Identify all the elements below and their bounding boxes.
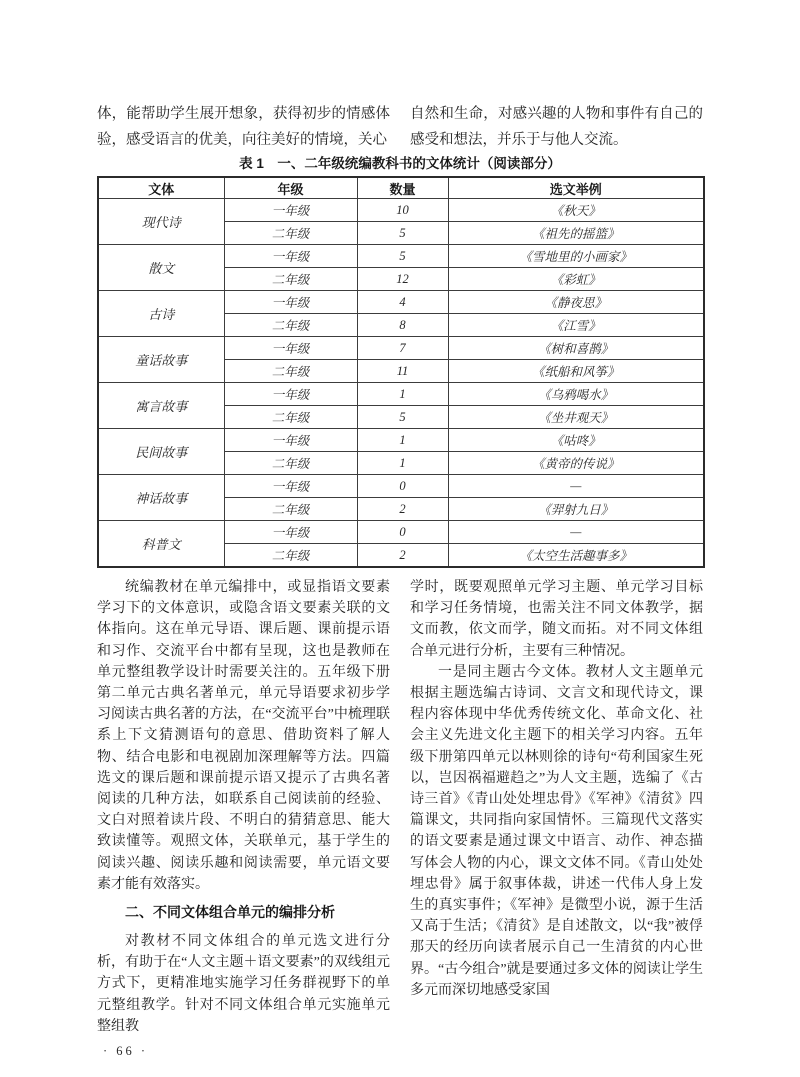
example-cell: 《乌鸦喝水》 <box>448 383 704 406</box>
genre-cell: 寓言故事 <box>98 383 224 429</box>
grade-cell: 一年级 <box>224 383 357 406</box>
grade-cell: 二年级 <box>224 406 357 429</box>
example-cell: 《纸船和风筝》 <box>448 360 704 383</box>
genre-statistics-table <box>97 176 705 568</box>
example-cell: 《祖先的摇篮》 <box>448 222 704 245</box>
column-header-count: 数量 <box>357 177 448 199</box>
count-cell: 4 <box>357 291 448 314</box>
count-cell: 10 <box>357 199 448 222</box>
right-paragraph-2: 一是同主题古今文体。教材人文主题单元根据主题选编古诗词、文言文和现代诗文，课程内容体现中华优秀传统文化、革命文化、社会主义先进文化主题下的相关学习内容。五年级下册第四单元以林则徐的诗句“苟利国家生死以，岂因祸福避趋之”为人文主题，选编了《古诗三首》《青山处处埋忠骨》《军神》《清贫》四篇课文，共同指向家国情怀。三篇现代文落实的语文要素是通过课文中语言、动作、神态描写体会人物的内心，课文文体不同。《青山处处埋忠骨》属于叙事体裁，讲述一代伟人身上发生的真实事件；《军神》是微型小说，源于生活又高于生活；《清贫》是自述散文，以“我”被俘那天的经历向读者展示自己一生清贫的内心世界。“古今组合”就是要通过多文体的阅读让学生多元而深切地感受家国 <box>410 664 703 998</box>
count-cell: 2 <box>357 498 448 521</box>
genre-cell: 神话故事 <box>98 475 224 521</box>
example-cell: 《树和喜鹊》 <box>448 337 704 360</box>
example-cell: 《江雪》 <box>448 314 704 337</box>
table-row <box>98 521 704 544</box>
example-cell: — <box>448 475 704 498</box>
example-cell: 《雪地里的小画家》 <box>448 245 704 268</box>
count-cell: 1 <box>357 383 448 406</box>
table-row <box>98 337 704 360</box>
count-cell: 1 <box>357 429 448 452</box>
table-header-row <box>98 177 704 199</box>
count-cell: 1 <box>357 452 448 475</box>
right-column <box>410 577 703 1059</box>
example-cell: 《羿射九日》 <box>448 498 704 521</box>
column-header-grade: 年级 <box>224 177 357 199</box>
left-paragraph-1: 统编教材在单元编排中，或显指语文要素学习下的文体意识，或隐含语文要素关联的文体指向。这在单元导语、课后题、课前提示语和习作、交流平台中都有呈现，这也是教师在单元整组教学设计时需要关注的。五年级下册第二单元古典名著单元，单元导语要求初步学习阅读古典名著的方法，在“交流平台”中梳理联系上下文猜测语句的意思、借助资料了解人物、结合电影和电视剧加深理解等方法。四篇选文的课后题和课前提示语又提示了古典名著阅读的几种方法，如联系自己阅读前的经验、文白对照着读片段、不明白的猜猜意思、能大致读懂等。观照文体，关联单元，基于学生的阅读兴趣、阅读乐趣和阅读需要，单元语文要素才能有效落实。 <box>97 580 390 892</box>
genre-cell: 散文 <box>98 245 224 291</box>
grade-cell: 一年级 <box>224 429 357 452</box>
page-content <box>97 101 703 1059</box>
example-cell: 《黄帝的传说》 <box>448 452 704 475</box>
table-caption: 表 1 一、二年级统编教科书的文体统计（阅读部分） <box>239 156 561 171</box>
genre-cell: 科普文 <box>98 521 224 568</box>
section-heading: 二、不同文体组合单元的编排分析 <box>125 904 335 921</box>
genre-cell: 古诗 <box>98 291 224 337</box>
grade-cell: 二年级 <box>224 314 357 337</box>
grade-cell: 一年级 <box>224 245 357 268</box>
grade-cell: 一年级 <box>224 199 357 222</box>
genre-cell: 现代诗 <box>98 199 224 245</box>
grade-cell: 一年级 <box>224 337 357 360</box>
count-cell: 5 <box>357 245 448 268</box>
grade-cell: 一年级 <box>224 521 357 544</box>
count-cell: 0 <box>357 521 448 544</box>
right-paragraph-1: 学时，既要观照单元学习主题、单元学习目标和学习任务情境，也需关注不同文体教学，据文而教，依文而学，随文而拓。对不同文体组合单元进行分析，主要有三种情况。 <box>410 580 703 659</box>
top-text-block <box>97 101 703 153</box>
table-row <box>98 291 704 314</box>
left-paragraph-2: 对教材不同文体组合的单元选文进行分析，有助于在“人文主题＋语文要素”的双线组元方式下，更精准地实施学习任务群视野下的单元整组教学。针对不同文体组合单元实施单元整组教 <box>97 934 390 1034</box>
count-cell: 8 <box>357 314 448 337</box>
count-cell: 7 <box>357 337 448 360</box>
grade-cell: 二年级 <box>224 498 357 521</box>
count-cell: 11 <box>357 360 448 383</box>
table-row <box>98 475 704 498</box>
table-row <box>98 199 704 222</box>
genre-cell: 民间故事 <box>98 429 224 475</box>
column-header-genre: 文体 <box>98 177 224 199</box>
top-left-paragraph: 体，能帮助学生展开想象，获得初步的情感体验，感受语言的优美，向往美好的情境，关心 <box>97 106 390 148</box>
count-cell: 12 <box>357 268 448 291</box>
example-cell: 《太空生活趣事多》 <box>448 544 704 568</box>
table-row <box>98 429 704 452</box>
table-row <box>98 245 704 268</box>
genre-cell: 童话故事 <box>98 337 224 383</box>
page-number: · 66 · <box>103 1044 149 1059</box>
count-cell: 2 <box>357 544 448 568</box>
grade-cell: 二年级 <box>224 544 357 568</box>
grade-cell: 二年级 <box>224 268 357 291</box>
example-cell: 《静夜思》 <box>448 291 704 314</box>
example-cell: 《坐井观天》 <box>448 406 704 429</box>
count-cell: 5 <box>357 222 448 245</box>
example-cell: 《彩虹》 <box>448 268 704 291</box>
top-right-paragraph: 自然和生命，对感兴趣的人物和事件有自己的感受和想法，并乐于与他人交流。 <box>410 106 703 148</box>
body-text-block <box>97 577 703 1059</box>
column-header-example: 选文举例 <box>448 177 704 199</box>
count-cell: 0 <box>357 475 448 498</box>
table-row <box>98 383 704 406</box>
grade-cell: 二年级 <box>224 452 357 475</box>
example-cell: 《秋天》 <box>448 199 704 222</box>
grade-cell: 一年级 <box>224 291 357 314</box>
grade-cell: 二年级 <box>224 360 357 383</box>
left-column <box>97 577 390 1059</box>
example-cell: — <box>448 521 704 544</box>
count-cell: 5 <box>357 406 448 429</box>
grade-cell: 二年级 <box>224 222 357 245</box>
example-cell: 《咕咚》 <box>448 429 704 452</box>
grade-cell: 一年级 <box>224 475 357 498</box>
